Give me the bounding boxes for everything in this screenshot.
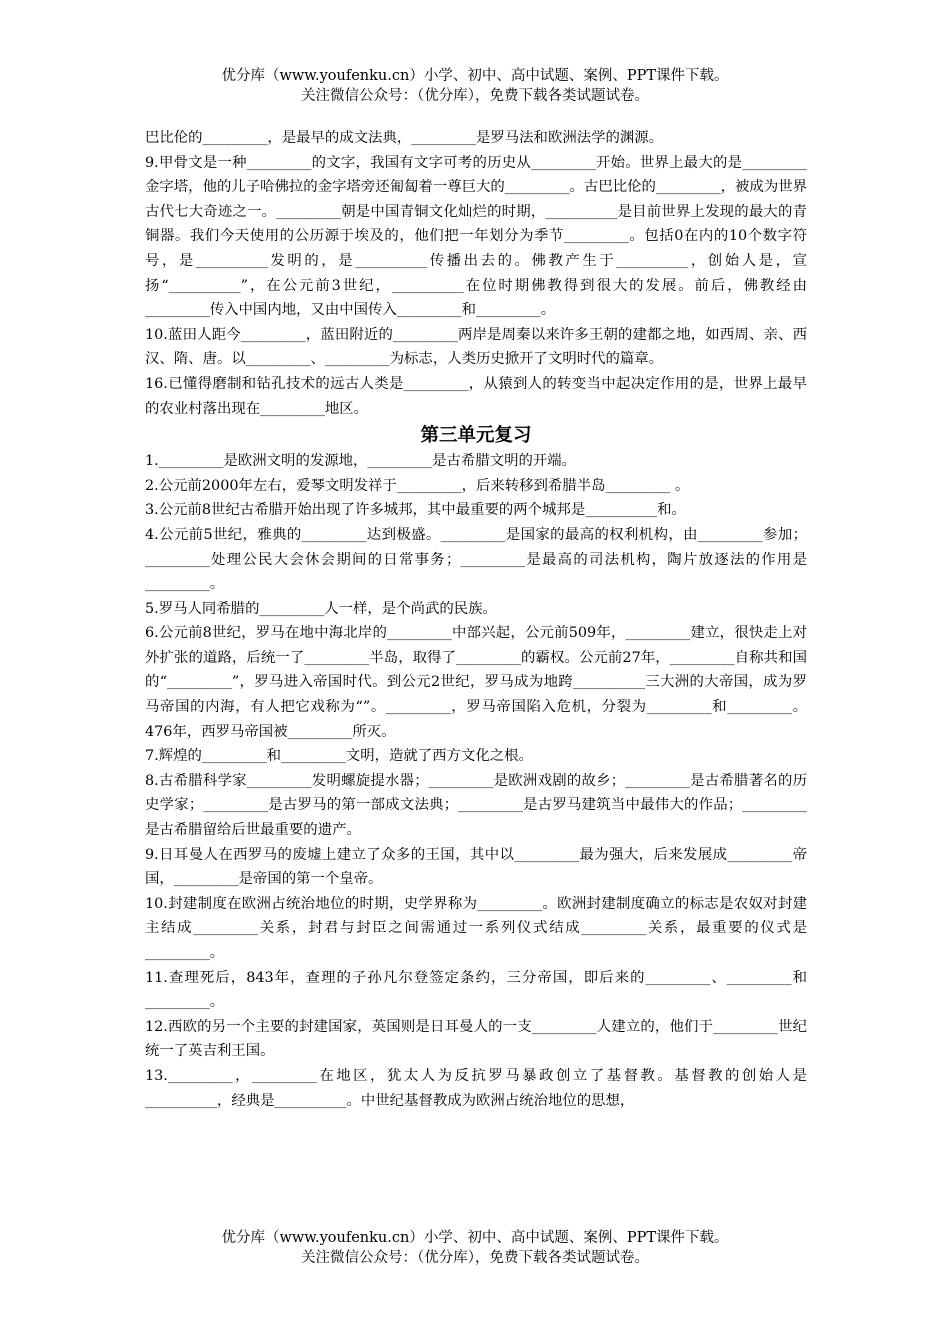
header-line-2: 关注微信公众号：（优分库），免费下载各类试题试卷。 [301,88,649,104]
paragraph: 11.查理死后，843年，查理的子孙凡尔登签定条约，三分帝国，即后来的_________、_________和_________。 [145,969,807,1011]
paragraph: 3.公元前8世纪古希腊开始出现了许多城邦，其中最重要的两个城邦是__________和。 [145,502,686,519]
paragraph: 6.公元前8世纪，罗马在地中海北岸的_________中部兴起，公元前509年，_________建立，很快走上对外扩张的道路，后统一了_________半岛，取得了_________的霸权。公元前27年，_________自称共和国的“_________”，罗马进入帝国时代。到公元2世纪，罗马成为地跨__________三大洲的大帝国，成为罗马帝国的内海，有人把它戏称为“”。_________，罗马帝国陷入危机，分裂为_________和_________。476年，西罗马帝国被_________所灭。 [145,625,807,740]
footer-line-2: 关注微信公众号：（优分库），免费下载各类试题试卷。 [301,1250,649,1266]
header-line-1: 优分库（www.youfenku.cn）小学、初中、高中试题、案例、PPT课件下载。 [221,68,729,84]
footer-line-1: 优分库（www.youfenku.cn）小学、初中、高中试题、案例、PPT课件下载。 [221,1230,729,1246]
paragraph: 13._________，_________在地区，犹太人为反抗罗马暴政创立了基督教。基督教的创始人是__________，经典是__________。中世纪基督教成为欧洲占统治地位的思想， [145,1067,807,1109]
paragraph: 9.甲骨文是一种_________的文字，我国有文字可考的历史从_________开始。世界上最大的是_________金字塔，他的儿子哈佛拉的金字塔旁还匍匐着一尊巨大的_________。古巴比伦的_________，被成为世界古代七大奇迹之一。_________朝是中国青铜文化灿烂的时期，__________是目前世界上发现的最大的青铜器。我们今天使用的公历源于埃及的，他们把一年划分为季节_________。包括0在内的10个数字符号，是__________发明的，是__________传播出去的。佛教产生于__________，创始人是，宣扬“__________”，在公元前3世纪，__________在位时期佛教得到很大的发展。前后，佛教经由_________传入中国内地，又由中国传入_________和_________。 [145,154,807,319]
paragraph: 巴比伦的_________，是最早的成文法典，_________是罗马法和欧洲法学的渊源。 [145,130,664,146]
paragraph: 5.罗马人同希腊的_________人一样，是个尚武的民族。 [145,600,497,617]
paragraph: 8.古希腊科学家_________发明螺旋提水器；_________是欧洲戏剧的故乡；_________是古希腊著名的历史学家；_________是古罗马的第一部成文法典；_________是古罗马建筑当中最伟大的作品；_________是古希腊留给后世最重要的遗产。 [145,772,807,839]
paragraph: 10.蓝田人距今_________，蓝田附近的_________两岸是周秦以来许多王朝的建都之地，如西周、亲、西汉、隋、唐。以_________、_________为标志，人类历史掀开了文明时代的篇章。 [145,326,807,368]
paragraph: 10.封建制度在欧洲占统治地位的时期，史学界称为_________。欧洲封建制度确立的标志是农奴对封建主结成_________关系，封君与封臣之间需通过一系列仪式结成_________关系，最重要的仪式是_________。 [145,895,807,961]
paragraph: 7.辉煌的_________和_________文明，造就了西方文化之根。 [145,748,533,765]
paragraph: 9.日耳曼人在西罗马的废墟上建立了众多的王国，其中以_________最为强大，后来发展成_________帝国，_________是帝国的第一个皇帝。 [145,846,807,888]
paragraph: 12.西欧的另一个主要的封建国家，英国则是日耳曼人的一支_________人建立的，他们于_________世纪统一了英吉利王国。 [145,1018,807,1060]
paragraph: 1._________是欧洲文明的发源地，_________是古希腊文明的开端。 [145,453,577,470]
document-body [145,126,807,1113]
paragraph: 2.公元前2000年左右，爱琴文明发祥于_________，后来转移到希腊半岛_________ 。 [145,477,690,494]
page-header [0,66,950,106]
section-title: 第三单元复习 [420,425,532,447]
paragraph: 16.已懂得磨制和钻孔技术的远古人类是_________，从猿到人的转变当中起决定作用的是，世界上最早的农业村落出现在_________地区。 [145,375,807,417]
paragraph: 4.公元前5世纪，雅典的_________达到极盛。_________是国家的最高的权利机构，由_________参加；_________处理公民大会休会期间的日常事务；_________是最高的司法机构，陶片放逐法的作用是_________。 [145,526,807,593]
page-footer [0,1228,950,1268]
